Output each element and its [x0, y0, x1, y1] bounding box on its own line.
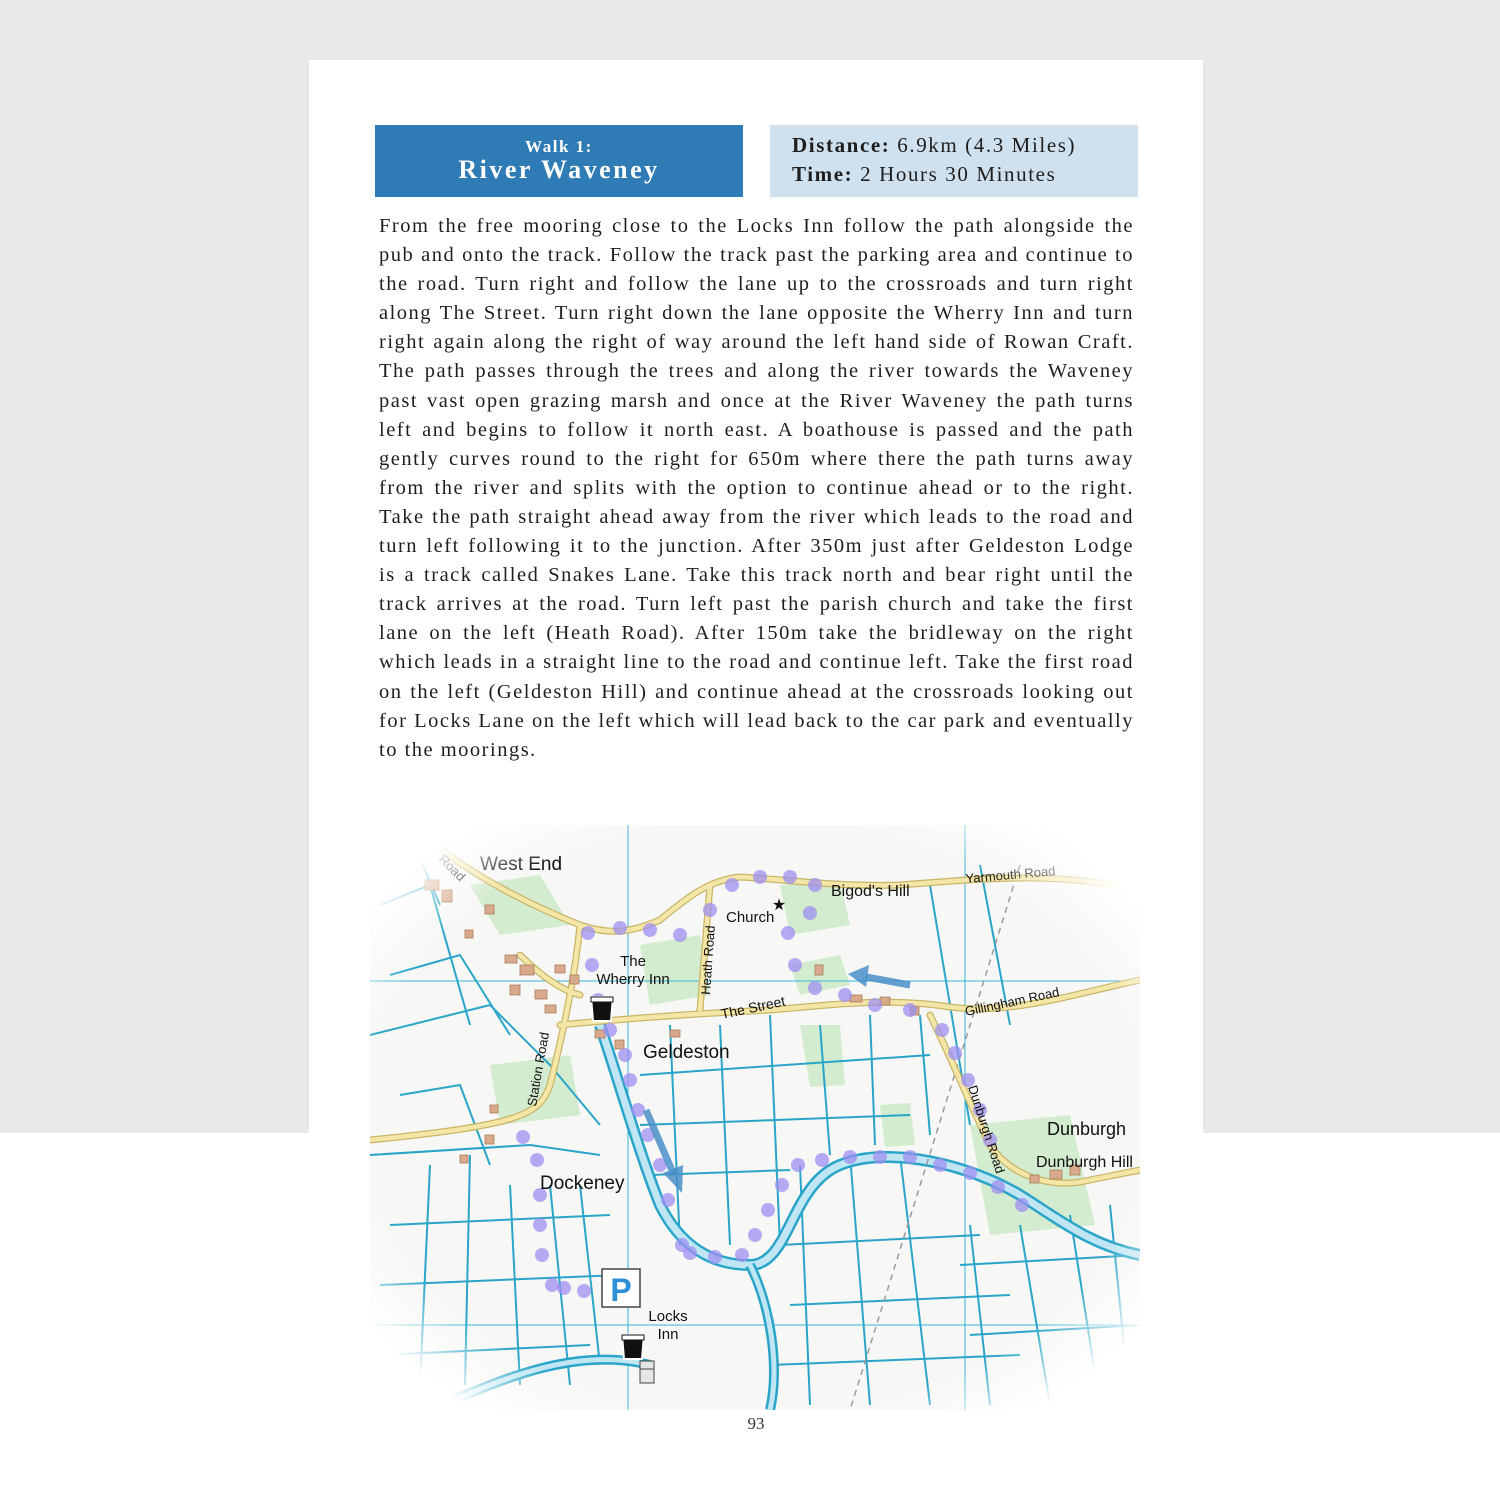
distance-label: Distance: [792, 133, 891, 157]
map-vignette [370, 825, 1140, 1410]
time-row [792, 162, 1056, 187]
walk-name: River Waveney [458, 155, 660, 184]
time-label: Time: [792, 162, 854, 186]
walk-number: Walk 1: [525, 137, 593, 156]
route-map [370, 825, 1140, 1410]
walk-title-box [375, 125, 743, 197]
distance-value: 6.9km (4.3 Miles) [897, 133, 1077, 157]
time-value: 2 Hours 30 Minutes [860, 162, 1057, 186]
walk-description: From the free mooring close to the Locks Inn follow the path alongside the pub and onto the track. Follow the track past the parking area and continue to the road. Turn right and follow the lane up to the crossroads and turn right along The Street. Turn right down the lane opposite the Wherry Inn and turn right again along the right of way around the left hand side of Rowan Craft. The path passes through the trees and along the river towards the Waveney past vast open grazing marsh and once at the River Waveney the path turns left and begins to follow it north east. A boathouse is passed and the path gently curves round to the right for 650m where there the path turns away from the river and splits with the option to continue ahead or to the right. Take the path straight ahead away from the river which leads to the road and turn left following it to the junction. After 350m just after Geldeston Lodge is a track called Snakes Lane. Take this track north and bear right until the track arrives at the road. Turn left past the parish church and take the first lane on the left (Heath Road). After 150m take the bridleway on the right which leads in a straight line to the road and continue left. Take the first road on the left (Geldeston Hill) and continue ahead at the crossroads looking out for Locks Lane on the left which will lead back to the car park and eventually to the moorings. [379, 215, 1134, 761]
page-number: 93 [747, 1414, 765, 1433]
distance-row [792, 133, 1076, 158]
walk-info-box [770, 125, 1138, 197]
